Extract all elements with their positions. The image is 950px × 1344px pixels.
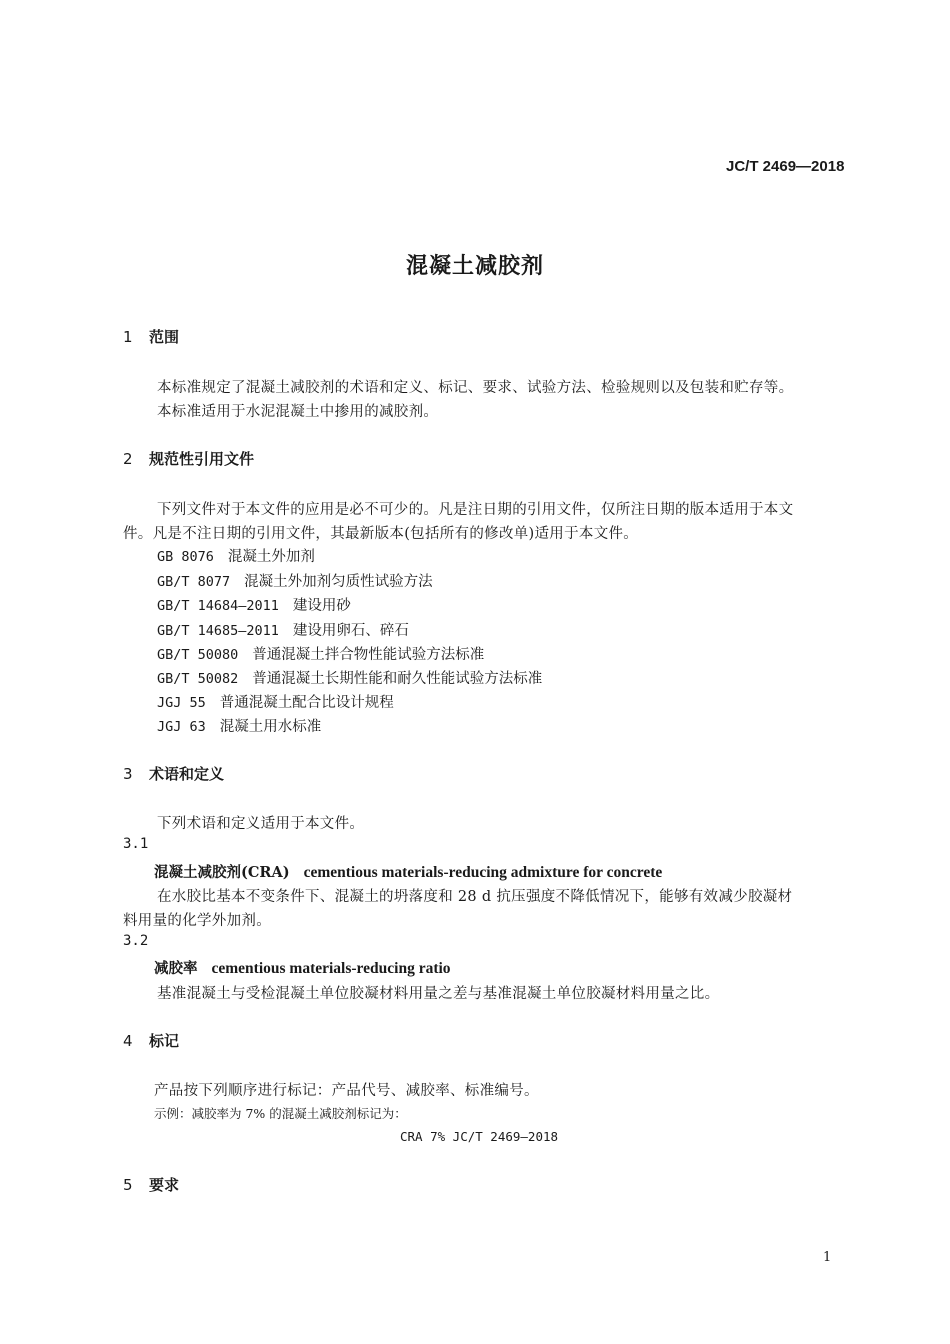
- reference-code: GB/T 50082: [157, 671, 239, 687]
- reference-title: 普通混凝土配合比设计规程: [219, 695, 394, 711]
- reference-item: [157, 545, 315, 566]
- term-definition: 在水胶比基本不变条件下、混凝土的坍落度和 28 d 抗压强度不降低情况下，能够有效减少胶凝材: [157, 889, 793, 905]
- reference-code: GB/T 14684—2011: [157, 598, 279, 614]
- reference-item: [157, 594, 351, 615]
- reference-item: [157, 691, 394, 712]
- section-1-paragraph: 本标准规定了混凝土减胶剂的术语和定义、标记、要求、试验方法、检验规则以及包装和贮存等。: [157, 380, 794, 396]
- term-heading: [154, 861, 662, 882]
- reference-title: 普通混凝土拌合物性能试验方法标准: [252, 647, 485, 663]
- reference-title: 建设用卵石、碎石: [292, 623, 409, 639]
- page-title: 混凝土减胶剂: [405, 254, 544, 279]
- section-4-paragraph: 产品按下列顺序进行标记：产品代号、减胶率、标准编号。: [154, 1083, 539, 1099]
- reference-item: [157, 619, 409, 640]
- section-title: 范围: [149, 328, 180, 346]
- subsection-number: 3.2: [123, 933, 149, 949]
- section-number: 1: [123, 328, 133, 346]
- term-definition: 基准混凝土与受检混凝土单位胶凝材料用量之差与基准混凝土单位胶凝材料用量之比。: [157, 986, 720, 1002]
- section-2-paragraph: 件。凡是不注日期的引用文件，其最新版本(包括所有的修改单)适用于本文件。: [123, 526, 639, 542]
- reference-item: [157, 570, 433, 591]
- reference-title: 普通混凝土长期性能和耐久性能试验方法标准: [252, 671, 543, 687]
- reference-code: JGJ 63: [157, 719, 206, 735]
- section-1-paragraph: 本标准适用于水泥混凝土中掺用的减胶剂。: [157, 404, 439, 420]
- reference-title: 建设用砂: [292, 598, 351, 614]
- section-1-heading: [123, 326, 179, 347]
- section-2-paragraph: 下列文件对于本文件的应用是必不可少的。凡是注日期的引用文件，仅所注日期的版本适用于本文: [157, 502, 794, 518]
- reference-item: [157, 643, 484, 664]
- term-en: cementious materials-reducing admixture for concrete: [303, 864, 663, 881]
- standard-number: JC/T 2469—2018: [726, 158, 845, 175]
- reference-title: 混凝土外加剂: [227, 549, 315, 565]
- section-title: 标记: [149, 1032, 180, 1050]
- term-zh: 混凝土减胶剂(CRA): [154, 864, 290, 881]
- term-heading: [154, 957, 451, 978]
- section-4-heading: [123, 1030, 179, 1051]
- term-en: cementious materials-reducing ratio: [211, 960, 451, 977]
- term-definition: 料用量的化学外加剂。: [123, 913, 271, 929]
- reference-code: GB/T 50080: [157, 647, 239, 663]
- reference-code: GB/T 8077: [157, 574, 231, 590]
- section-2-heading: [123, 448, 254, 469]
- section-5-heading: [123, 1174, 179, 1195]
- subsection-number: 3.1: [123, 836, 149, 852]
- section-3-intro: 下列术语和定义适用于本文件。: [157, 816, 365, 832]
- section-title: 术语和定义: [149, 765, 225, 783]
- section-title: 规范性引用文件: [149, 450, 255, 468]
- section-3-heading: [123, 763, 224, 784]
- term-zh: 减胶率: [154, 960, 198, 977]
- example-mark: CRA 7% JC/T 2469—2018: [400, 1129, 559, 1144]
- reference-title: 混凝土外加剂匀质性试验方法: [244, 574, 433, 590]
- reference-code: GB 8076: [157, 549, 214, 565]
- section-number: 2: [123, 450, 133, 468]
- reference-code: JGJ 55: [157, 695, 206, 711]
- reference-item: [157, 667, 542, 688]
- reference-item: [157, 715, 321, 736]
- reference-title: 混凝土用水标准: [219, 719, 322, 735]
- section-number: 3: [123, 765, 133, 783]
- reference-code: GB/T 14685—2011: [157, 623, 279, 639]
- page-number: 1: [823, 1250, 832, 1265]
- section-title: 要求: [149, 1176, 180, 1194]
- section-number: 4: [123, 1032, 133, 1050]
- example-text: 示例：减胶率为 7% 的混凝土减胶剂标记为：: [154, 1106, 407, 1121]
- section-number: 5: [123, 1176, 133, 1194]
